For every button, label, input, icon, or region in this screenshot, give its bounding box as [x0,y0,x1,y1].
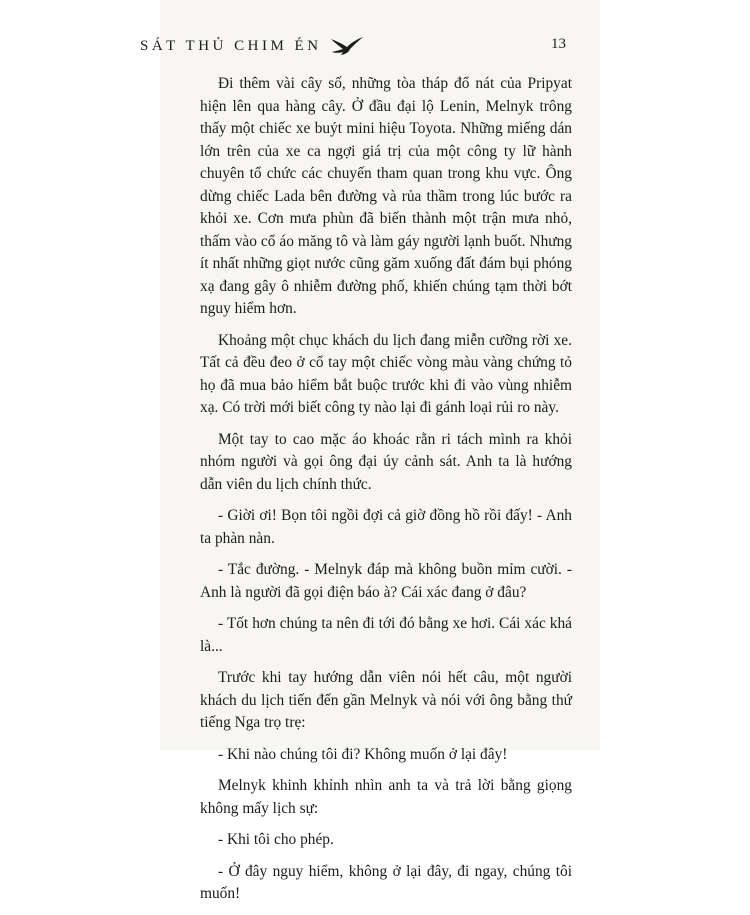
dialogue-line: - Giời ơi! Bọn tôi ngồi đợi cả giờ đồng hồ rồi đấy! - Anh ta phàn nàn. [200,507,572,547]
dialogue-line: - Khi nào chúng tôi đi? Không muốn ở lại đây! [218,745,508,763]
running-header [140,34,460,58]
dialogue-line: - Ở đây nguy hiểm, không ở lại đây, đi ngay, chúng tôi muốn! [200,862,572,902]
dialogue-line: - Tắc đường. - Melnyk đáp mà không buồn mỉm cười. - Anh là người đã gọi điện báo à? Cái xác đang ở đâu? [200,561,572,601]
paragraph: Trước khi tay hướng dẫn viên nói hết câu, một người khách du lịch tiến đến gần Melnyk và nói với ông bằng thứ tiếng Nga trọ trẹ: [200,669,572,731]
paragraph: Đi thêm vài cây số, những tòa tháp đổ nát của Pripyat hiện lên qua hàng cây. Ở đầu đại lộ Lenin, Melnyk trông thấy một chiếc xe buýt mini hiệu Toyota. Những miếng dán lớn trên của xe ca ngợi giá trị của một công ty lữ hành chuyên tổ chức các chuyến tham quan trong khu vực. Ông dừng chiếc Lada bên đường và rủa thầm trong lúc bước ra khỏi xe. Cơn mưa phùn đã biến thành một trận mưa nhỏ, thấm vào cổ áo măng tô và làm gáy người lạnh buốt. Nhưng ít nhất những giọt nước cũng găm xuống đất đám bụi phóng xạ đang gây ô nhiễm đường phố, khiến chúng tạm thời bớt nguy hiểm hơn. [200,75,572,317]
paragraph: Một tay to cao mặc áo khoác rằn ri tách mình ra khỏi nhóm người và gọi ông đại úy cảnh sát. Anh ta là hướng dẫn viên du lịch chính thức. [200,430,572,493]
dialogue-line: - Khi tôi cho phép. [218,831,334,848]
dialogue-line: - Tốt hơn chúng ta nên đi tới đó bằng xe hơi. Cái xác khá là... [200,615,572,655]
body-text [200,73,572,915]
swallow-icon [330,36,364,56]
paragraph: Melnyk khinh khỉnh nhìn anh ta và trả lời bằng giọng không mấy lịch sự: [200,777,572,817]
running-title: SÁT THỦ CHIM ÉN [140,37,322,54]
page-number: 13 [551,36,566,52]
paragraph: Khoảng một chục khách du lịch đang miễn cưỡng rời xe. Tất cả đều đeo ở cổ tay một chiếc vòng màu vàng chứng tỏ họ đã mua bảo hiểm bắt buộc trước khi đi vào vùng nhiễm xạ. Có trời mới biết công ty nào lại đi gánh loại rủi ro này. [200,331,572,416]
